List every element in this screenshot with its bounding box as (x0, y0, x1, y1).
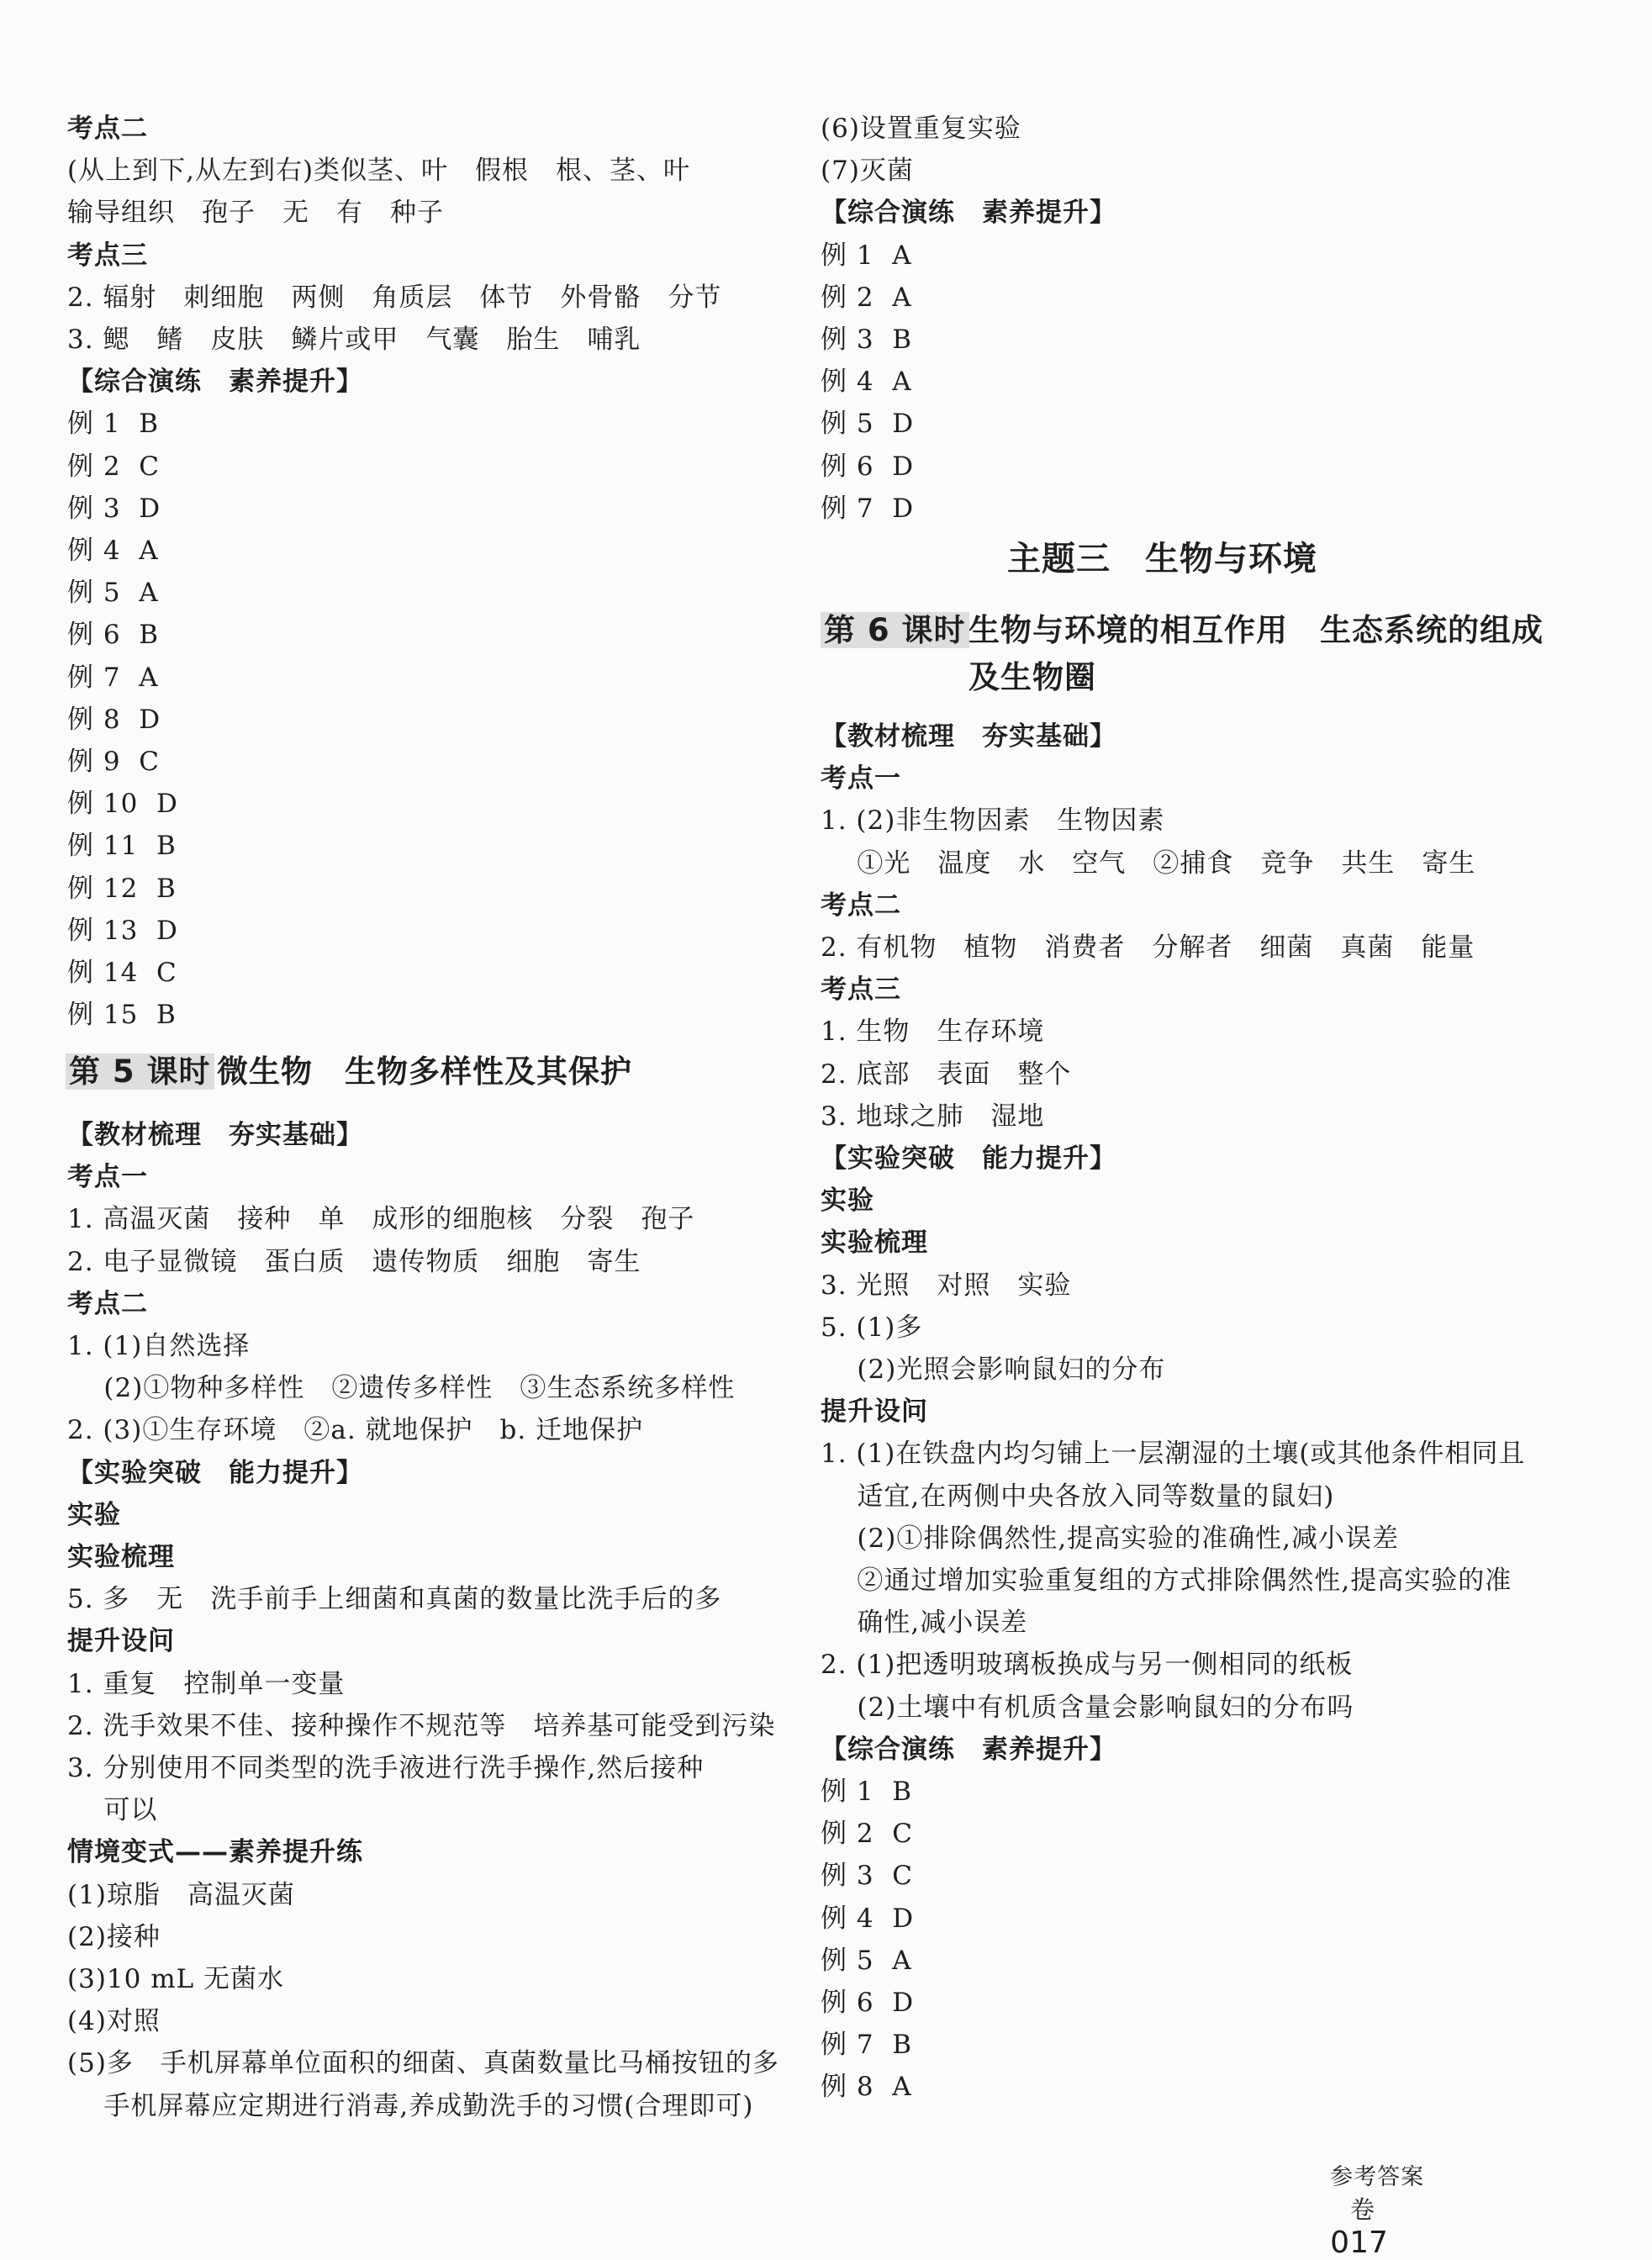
answer-line: 2. 洗手效果不佳、接种操作不规范等 培养基可能受到污染 (67, 1710, 776, 1741)
answer-item: 例 9 C (67, 747, 161, 777)
answer-item: 例 7 D (821, 493, 915, 524)
answer-item: 例 2 C (67, 451, 161, 482)
answer-line: (从上到下,从左到右)类似茎、叶 假根 根、茎、叶 (67, 156, 691, 187)
answer-line: 5. 多 无 洗手前手上细菌和真菌的数量比洗手后的多 (67, 1584, 722, 1615)
lesson-title (821, 610, 969, 652)
answer-line: (6)设置重复实验 (821, 114, 1021, 144)
answer-item: 例 5 A (821, 1945, 912, 1976)
section-heading: 考点三 (821, 974, 901, 1006)
lesson-name: 微生物 生物多样性及其保护 (217, 1053, 632, 1090)
answer-line: 1. (1)在铁盘内均匀铺上一层潮湿的土壤(或其他条件相同且 (821, 1439, 1526, 1470)
answer-item: 例 7 A (67, 662, 159, 693)
answer-line: (2)①排除偶然性,提高实验的准确性,减小误差 (821, 1523, 1400, 1554)
answer-item: 例 1 A (821, 240, 912, 271)
section-heading: 【综合演练 素养提升】 (821, 1734, 1116, 1765)
answer-item: 例 6 D (821, 1988, 915, 2018)
answer-line: (2)接种 (67, 1921, 161, 1952)
answer-line: 2. 底部 表面 整个 (821, 1059, 1072, 1090)
section-heading: 【实验突破 能力提升】 (67, 1457, 363, 1488)
section-heading: 实验 (821, 1185, 874, 1217)
answer-line: 确性,减小误差 (821, 1608, 1028, 1639)
answer-line: ①光 温度 水 空气 ②捕食 竞争 共生 寄生 (821, 848, 1476, 879)
answer-line: 3. 光照 对照 实验 (821, 1270, 1072, 1301)
answer-item: 例 15 B (67, 1000, 177, 1031)
answer-line: 1. 生物 生存环境 (821, 1016, 1045, 1048)
answer-item: 例 3 B (821, 325, 913, 355)
answer-item: 例 5 A (67, 578, 159, 609)
answer-line: ②通过增加实验重复组的方式排除偶然性,提高实验的准 (821, 1566, 1512, 1596)
answer-line: (1)琼脂 高温灭菌 (67, 1879, 295, 1910)
answer-line: 2. 电子显微镜 蛋白质 遗传物质 细胞 寄生 (67, 1246, 641, 1277)
answer-item: 例 2 A (821, 282, 912, 313)
answer-item: 例 8 A (821, 2072, 912, 2103)
answer-item: 例 4 D (821, 1903, 915, 1934)
answer-item: 例 12 B (67, 873, 177, 904)
section-heading: 【教材梳理 夯实基础】 (821, 721, 1116, 752)
answer-line: 2. (1)把透明玻璃板换成与另一侧相同的纸板 (821, 1650, 1354, 1681)
lesson-title (66, 1051, 214, 1093)
footer (1322, 2142, 1424, 2260)
answer-line: 2. 有机物 植物 消费者 分解者 细菌 真菌 能量 (821, 932, 1475, 963)
section-heading: 情境变式——素养提升练 (67, 1837, 363, 1868)
answer-item: 例 8 D (67, 704, 161, 735)
lesson-name-line2: 及生物圈 (969, 659, 1096, 695)
answer-item: 例 7 B (821, 2030, 913, 2061)
section-heading: 实验梳理 (67, 1542, 175, 1572)
answer-item: 例 3 C (821, 1861, 914, 1892)
section-heading: 考点二 (67, 114, 148, 144)
answer-line: (2)光照会影响鼠妇的分布 (821, 1354, 1166, 1385)
answer-line: (2)土壤中有机质含量会影响鼠妇的分布吗 (821, 1692, 1354, 1723)
answer-line: 3. 鳃 鳍 皮肤 鳞片或甲 气囊 胎生 哺乳 (67, 325, 641, 355)
section-heading: 【实验突破 能力提升】 (821, 1143, 1116, 1174)
section-heading: 考点三 (67, 240, 148, 271)
answer-line: 3. 地球之肺 湿地 (821, 1101, 1045, 1132)
section-heading: 提升设问 (821, 1397, 928, 1428)
answer-line: 可以 (67, 1795, 158, 1826)
section-heading: 实验梳理 (821, 1228, 928, 1259)
answer-item: 例 2 C (821, 1819, 914, 1850)
footer-label: 参考答案 (1330, 2164, 1425, 2190)
answer-item: 例 5 D (821, 409, 915, 440)
answer-item: 例 1 B (821, 1777, 913, 1807)
answer-line: 2. (3)①生存环境 ②a. 就地保护 b. 迁地保护 (67, 1415, 644, 1446)
section-heading: 【教材梳理 夯实基础】 (67, 1120, 363, 1150)
answer-item: 例 13 D (67, 915, 178, 946)
answer-line: 1. (2)非生物因素 生物因素 (821, 805, 1165, 837)
footer-volume: 卷 (1350, 2195, 1375, 2224)
answer-item: 例 14 C (67, 958, 177, 988)
answer-line: 2. 辐射 刺细胞 两侧 角质层 体节 外骨骼 分节 (67, 282, 722, 313)
answer-item: 例 10 D (67, 789, 178, 820)
answer-line: 1. 重复 控制单一变量 (67, 1668, 346, 1699)
answer-item: 例 3 D (67, 493, 161, 524)
answer-item: 例 6 B (67, 620, 160, 651)
answer-line: 5. (1)多 (821, 1312, 923, 1343)
page-number: 017 (1330, 2226, 1388, 2260)
section-heading: 提升设问 (67, 1626, 175, 1657)
answer-item: 例 1 B (67, 409, 160, 440)
answer-line: (3)10 mL 无菌水 (67, 1964, 285, 1994)
answer-line: 1. (1)自然选择 (67, 1331, 251, 1361)
answer-item: 例 4 A (67, 536, 159, 566)
section-heading: 【综合演练 素养提升】 (67, 367, 363, 398)
answer-item: 例 6 D (821, 451, 915, 482)
answer-line: 适宜,在两侧中央各放入同等数量的鼠妇) (821, 1481, 1335, 1512)
lesson-name: 生物与环境的相互作用 生态系统的组成 (969, 612, 1544, 648)
section-heading: 考点一 (67, 1162, 148, 1193)
answer-line: 3. 分别使用不同类型的洗手液进行洗手操作,然后接种 (67, 1753, 705, 1783)
section-heading: 考点一 (821, 763, 901, 795)
answer-line: (7)灭菌 (821, 156, 914, 187)
answer-line: (5)多 手机屏幕单位面积的细菌、真菌数量比马桶按钮的多 (67, 2048, 779, 2079)
answer-line: (4)对照 (67, 2006, 161, 2037)
lesson-number: 第 5 课时 (66, 1053, 214, 1090)
section-heading: 【综合演练 素养提升】 (821, 198, 1116, 229)
answer-line: 输导组织 孢子 无 有 种子 (67, 198, 444, 229)
lesson-number: 第 6 课时 (821, 612, 969, 648)
answer-item: 例 11 B (67, 831, 177, 862)
section-heading: 实验 (67, 1499, 121, 1530)
section-heading: 考点二 (67, 1288, 148, 1319)
section-heading: 考点二 (821, 890, 901, 921)
theme-title: 主题三 生物与环境 (1007, 540, 1317, 578)
answer-item: 例 4 A (821, 367, 912, 398)
answer-line: 1. 高温灭菌 接种 单 成形的细胞核 分裂 孢子 (67, 1204, 695, 1235)
answer-line: (2)①物种多样性 ②遗传多样性 ③生态系统多样性 (67, 1373, 736, 1404)
answer-line: 手机屏幕应定期进行消毒,养成勤洗手的习惯(合理即可) (67, 2090, 754, 2121)
